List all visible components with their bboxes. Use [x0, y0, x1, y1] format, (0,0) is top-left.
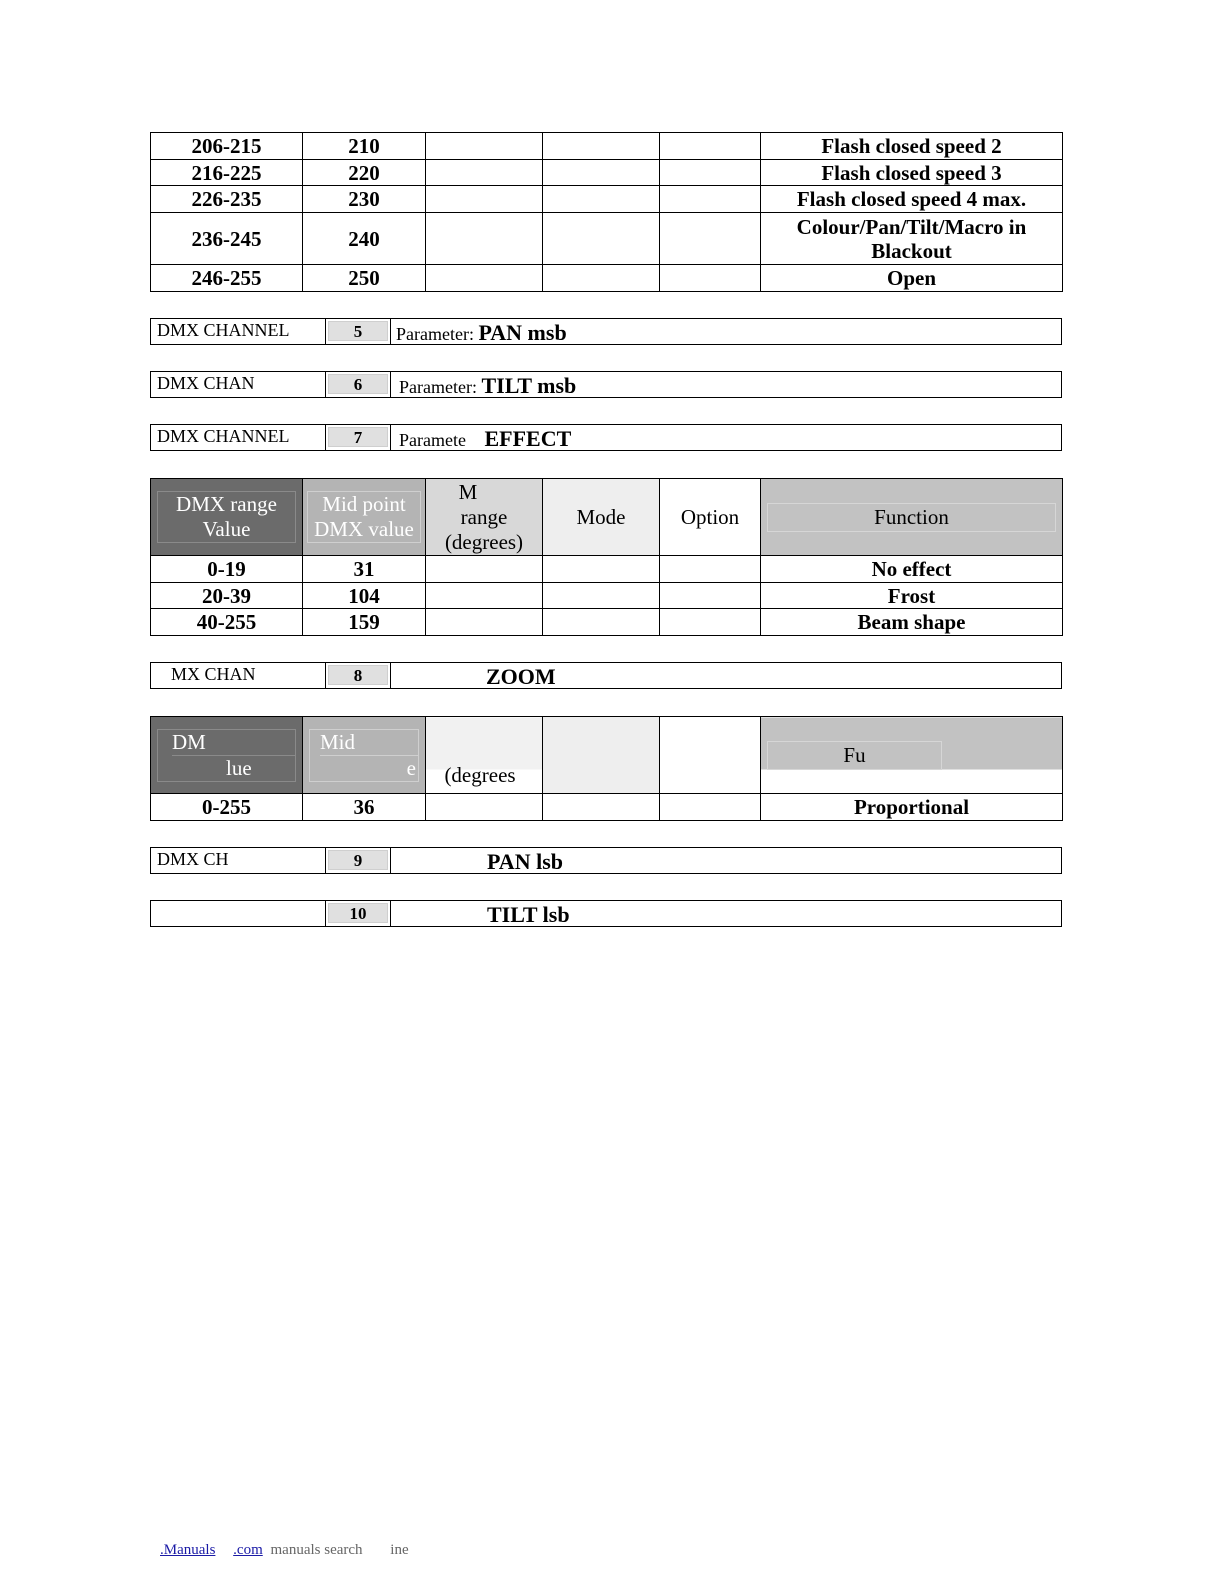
parameter-name: TILT lsb: [487, 902, 570, 927]
parameter-name: PAN lsb: [487, 849, 563, 874]
header-mode: [543, 717, 660, 794]
mid-cell: 36: [303, 794, 426, 821]
channel-number: 9: [328, 850, 388, 870]
range-cell: 236-245: [151, 213, 303, 265]
mid-cell: 210: [303, 133, 426, 160]
table-row: [151, 583, 1063, 609]
shutter-function-table: [150, 132, 1063, 292]
channel-label: DMX CHANNEL: [157, 426, 290, 446]
parameter-name: PAN msb: [478, 320, 567, 345]
page-footer: [126, 1542, 409, 1559]
parameter-label: [486, 664, 556, 690]
channel-label: DMX CH: [157, 849, 229, 869]
function-cell: Flash closed speed 3: [761, 160, 1063, 186]
range-cell: 0-255: [151, 794, 303, 821]
channel-number-box: [325, 319, 391, 344]
mid-cell: 240: [303, 213, 426, 265]
table-row: [151, 609, 1063, 636]
range-cell: 0-19: [151, 556, 303, 583]
channel-number: 8: [328, 665, 388, 685]
table-row: [151, 186, 1063, 213]
range-cell: 40-255: [151, 609, 303, 636]
channel-5-bar: [150, 318, 1062, 345]
header-degree-range: (degrees: [426, 717, 543, 794]
mid-cell: 230: [303, 186, 426, 213]
function-cell: [761, 213, 1063, 265]
table-row: [151, 133, 1063, 160]
footer-link-com[interactable]: .com: [233, 1542, 263, 1558]
header-function: Fu: [761, 717, 1063, 794]
channel-label: DMX CHANNEL: [157, 320, 290, 340]
range-cell: 20-39: [151, 583, 303, 609]
range-cell: 246-255: [151, 265, 303, 292]
function-cell: Frost: [761, 583, 1063, 609]
parameter-label: [487, 902, 570, 928]
function-cell: Open: [761, 265, 1063, 292]
range-cell: 216-225: [151, 160, 303, 186]
channel-6-bar: [150, 371, 1062, 398]
footer-text-tail: ine: [390, 1542, 409, 1558]
table-row: [151, 794, 1063, 821]
header-dmx-range: DM lue: [151, 717, 303, 794]
channel-number-box: [325, 372, 391, 397]
channel-number-box: [325, 663, 391, 688]
table-header-row: [151, 717, 1063, 794]
parameter-name: TILT msb: [481, 373, 577, 398]
mid-cell: 250: [303, 265, 426, 292]
mid-cell: 220: [303, 160, 426, 186]
mid-cell: 104: [303, 583, 426, 609]
header-mid-point: Mid point DMX value: [303, 479, 426, 556]
table-row: [151, 160, 1063, 186]
function-line: Colour/Pan/Tilt/Macro in: [796, 214, 1027, 239]
channel-number-box: [325, 848, 391, 873]
channel-label: DMX CHAN: [157, 373, 255, 393]
parameter-name: EFFECT: [484, 426, 572, 451]
function-cell: Proportional: [761, 794, 1063, 821]
range-cell: 206-215: [151, 133, 303, 160]
channel-number-box: [325, 901, 391, 926]
table-header-row: [151, 479, 1063, 556]
parameter-prefix: Parameter:: [399, 377, 477, 397]
parameter-prefix: Paramete: [399, 430, 466, 450]
channel-number: 5: [328, 321, 388, 341]
channel-9-bar: [150, 847, 1062, 874]
table-row: [151, 556, 1063, 583]
channel-7-bar: [150, 424, 1062, 451]
header-option: [660, 717, 761, 794]
channel-8-bar: [150, 662, 1062, 689]
header-mid-point: Mid e: [303, 717, 426, 794]
footer-text: manuals search: [270, 1542, 363, 1558]
parameter-prefix: Parameter:: [396, 324, 474, 344]
channel-number-box: [325, 425, 391, 450]
mid-cell: 159: [303, 609, 426, 636]
header-option: Option: [660, 479, 761, 556]
function-line: Blackout: [871, 238, 952, 263]
channel-number: 6: [328, 374, 388, 394]
function-cell: Flash closed speed 2: [761, 133, 1063, 160]
footer-link-manuals[interactable]: .Manuals: [160, 1542, 216, 1558]
parameter-label: [396, 320, 567, 346]
function-cell: Flash closed speed 4 max.: [761, 186, 1063, 213]
table-row: [151, 213, 1063, 265]
table-row: [151, 265, 1063, 292]
parameter-label: [399, 426, 571, 452]
range-cell: 226-235: [151, 186, 303, 213]
channel-label: MX CHAN: [171, 664, 256, 684]
header-mode: Mode: [543, 479, 660, 556]
function-cell: Beam shape: [761, 609, 1063, 636]
parameter-label: [399, 373, 576, 399]
channel-number: 7: [328, 427, 388, 447]
header-degree-range: M range (degrees): [426, 479, 543, 556]
zoom-function-table: [150, 716, 1063, 821]
channel-number: 10: [328, 903, 388, 923]
header-function: Function: [761, 479, 1063, 556]
header-dmx-range: DMX range Value: [151, 479, 303, 556]
channel-10-bar: [150, 900, 1062, 927]
parameter-label: [487, 849, 563, 875]
parameter-name: ZOOM: [486, 664, 556, 689]
mid-cell: 31: [303, 556, 426, 583]
function-cell: No effect: [761, 556, 1063, 583]
effect-function-table: [150, 478, 1063, 636]
